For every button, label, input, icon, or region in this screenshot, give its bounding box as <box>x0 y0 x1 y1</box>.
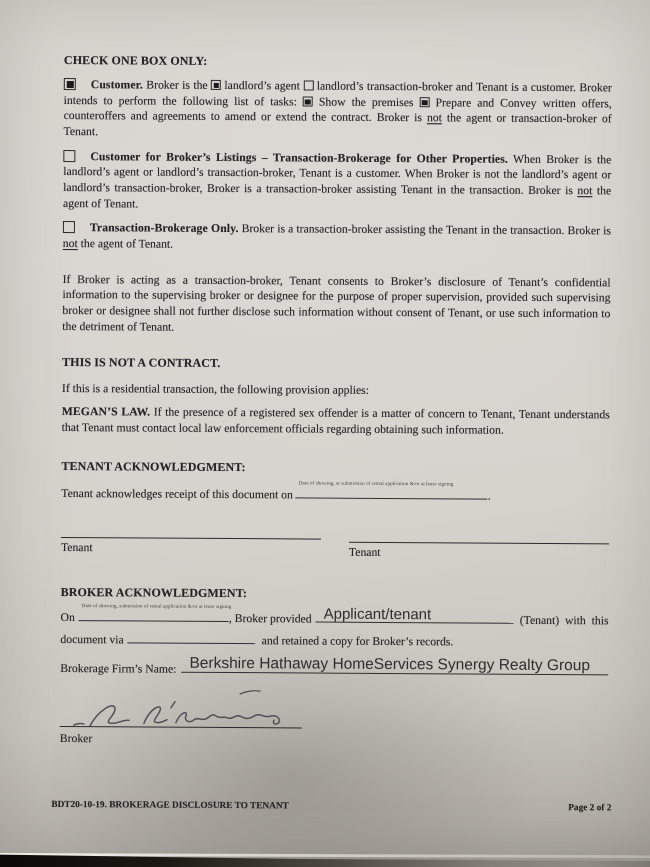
firm-name-row <box>60 656 608 680</box>
document-via-text: document via <box>60 632 124 647</box>
checkbox-checked-icon <box>211 80 221 90</box>
checkbox-empty-icon <box>63 150 75 162</box>
not-a-contract-heading: THIS IS NOT A CONTRACT. <box>62 355 221 371</box>
broker-line-1 <box>60 604 609 629</box>
checkbox-empty-icon <box>63 221 75 233</box>
tenant-signature-left <box>61 537 321 557</box>
document-via-blank <box>128 630 256 644</box>
consent-paragraph: If Broker is acting as a transaction-broker, Tenant consents to Broker’s disclosure of Tenant’s confidential information to the supervising broker or designee for the purpose of proper supervision, provided such supervising broker or designee shall not further disclose such information without consent of Tenant, or use such information to the detriment of Tenant. <box>62 272 611 334</box>
on-word: On <box>60 611 75 625</box>
checkbox-checked-icon <box>64 78 76 90</box>
after-date-text: , Broker provided <box>228 612 312 626</box>
underlined-text: not <box>577 184 593 198</box>
residential-provision-line: If this is a residential transaction, the following provision applies: <box>61 381 370 397</box>
footer-form-id: BDT20-10-19. BROKERAGE DISCLOSURE TO TENANT <box>51 799 289 812</box>
document-page <box>51 52 612 845</box>
broker-acknowledgment-heading: BROKER ACKNOWLEDGMENT: <box>60 584 248 601</box>
footer-page-number: Page 2 of 2 <box>568 803 612 814</box>
option-customer: Customer. Broker is the landlord’s agent landlord’s transaction-broker and Tenant is a customer. Broker intends to perform the following list of tasks: Show the premises Prepare and Convey written offers, counteroffers and agreements to amend or extend the contract. Broker is not the agent or transaction-broker of Tenant. <box>63 78 612 139</box>
tenant-signature-label-left: Tenant <box>60 541 93 555</box>
stray-pen-mark <box>238 688 262 696</box>
firm-name-blank <box>181 654 608 676</box>
checkbox-half-icon <box>303 96 313 106</box>
tenant-signature-row <box>61 537 609 559</box>
underlined-text: not <box>62 237 78 251</box>
broker-line-2 <box>60 630 608 651</box>
after-provided-text: (Tenant) with this <box>519 613 609 628</box>
receipt-prefix: Tenant acknowledges receipt of this document on <box>61 486 296 502</box>
provided-to-blank <box>316 605 514 624</box>
checkbox-half-icon <box>419 97 429 107</box>
bold-text: Customer. <box>90 78 143 92</box>
bold-text: Transaction-Brokerage Only. <box>89 221 239 236</box>
check-one-heading: CHECK ONE BOX ONLY: <box>63 52 208 68</box>
tenant-acknowledgment-heading: TENANT ACKNOWLEDGMENT: <box>61 458 246 474</box>
firm-name-value: Berkshire Hathaway HomeServices Synergy Realty Group <box>189 654 591 675</box>
tenant-signature-right <box>349 542 609 562</box>
broker-signature-block <box>59 691 302 746</box>
bold-text: Customer for Broker’s Listings – Transaction-Brokerage for Other Properties. <box>90 149 508 166</box>
broker-signature-label: Broker <box>59 732 93 746</box>
receipt-date-blank <box>296 481 488 499</box>
tenant-signature-line-left <box>61 537 321 540</box>
receipt-suffix: . <box>487 489 491 503</box>
tenant-signature-line-right <box>349 542 609 545</box>
tenant-receipt-line <box>61 481 609 505</box>
underlined-text: not <box>426 111 442 125</box>
option-transaction-brokerage-only: Transaction-Brokerage Only. Broker is a transaction-broker assisting the Tenant in the transaction. Broker is not the agent of Tenant. <box>62 221 611 251</box>
checkbox-empty-icon <box>303 81 313 91</box>
receipt-date-blank-label: Date of showing, at submission of rental application &/or at lease signing <box>298 481 454 488</box>
retained-copy-text: and retained a copy for Broker’s records. <box>261 633 454 649</box>
megans-law-paragraph: MEGAN’S LAW. If the presence of a registered sex offender is a matter of concern to Tenant, Tenant understands that Tenant must contact local law enforcement officials regarding obtaining such information. <box>61 405 610 437</box>
bold-text: MEGAN’S LAW. <box>61 405 151 419</box>
broker-date-blank <box>79 604 232 622</box>
option-customer-for-brokers-listings: Customer for Broker’s Listings – Transaction-Brokerage for Other Properties. When Broker is the landlord’s agent or landlord’s transaction-broker, Tenant is a customer. When Broker is not the landlord’s agent or landlord’s transaction-broker, Broker is a transaction-broker assisting Tenant in the transaction. Broker is not the agent of Tenant. <box>63 149 612 211</box>
tenant-signature-label-right: Tenant <box>348 546 381 560</box>
broker-date-blank-label: Date of showing, submission of rental application &/or at lease signing <box>81 604 232 611</box>
firm-name-label: Brokerage Firm’s Name: <box>60 662 177 677</box>
provided-to-value: Applicant/tenant <box>323 605 432 624</box>
page-footer <box>51 799 611 815</box>
